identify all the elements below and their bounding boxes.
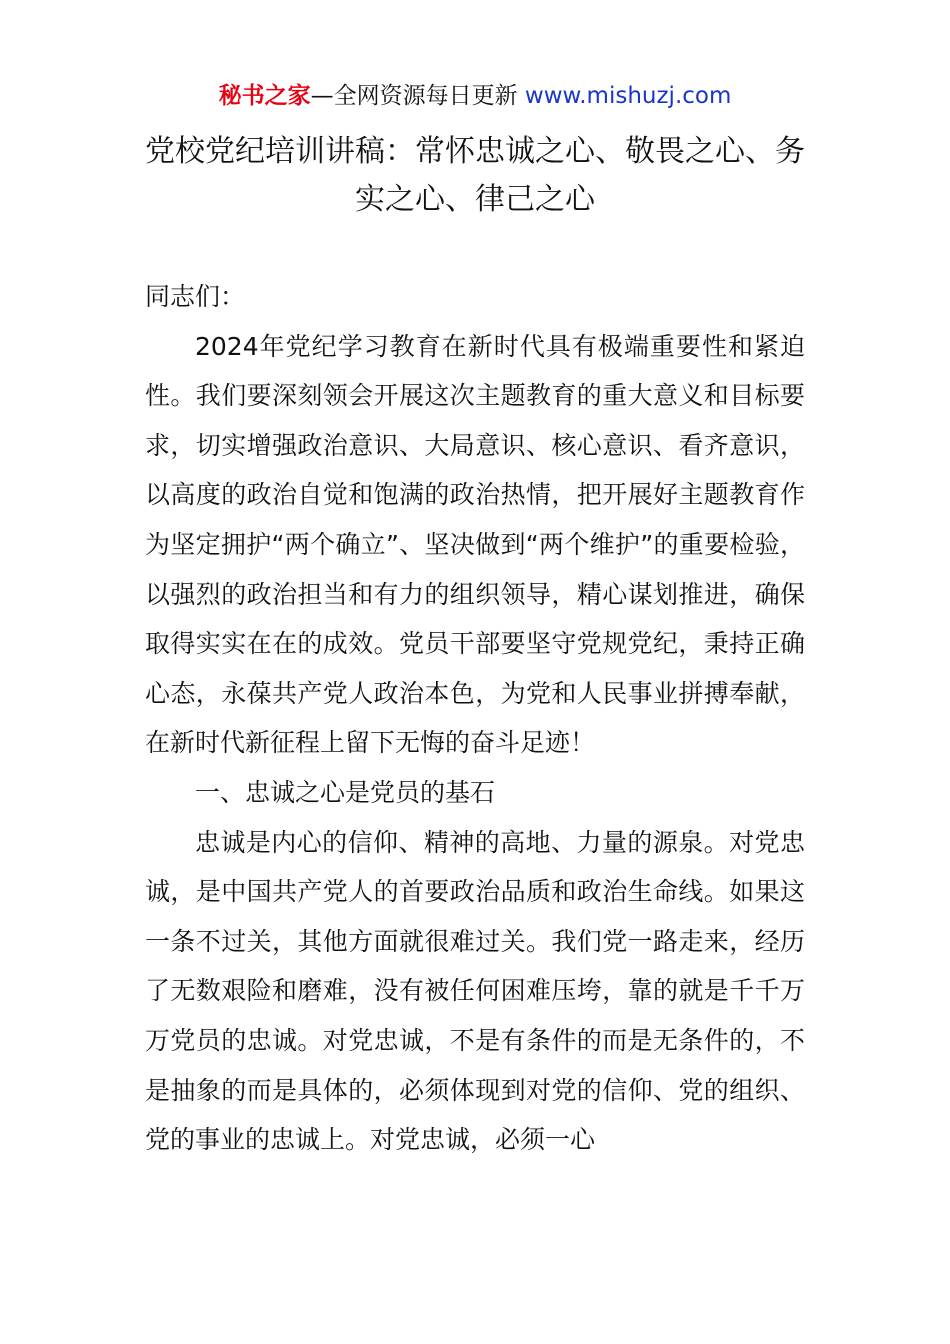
site-url-link[interactable]: www.mishuzj.com [524,83,732,109]
paragraph: 2024年党纪学习教育在新时代具有极端重要性和紧迫性。我们要深刻领会开展这次主题教育的重大意义和目标要求，切实增强政治意识、大局意识、核心意识、看齐意识，以高度的政治自觉和饱满的政治热情，把开展好主题教育作为坚定拥护“两个确立”、坚决做到“两个维护”的重要检验，以强烈的政治担当和有力的组织领导，精心谋划推进，确保取得实实在在的成效。党员干部要坚守党规党纪，秉持正确心态，永葆共产党人政治本色，为党和人民事业拼搏奉献，在新时代新征程上留下无悔的奋斗足迹！ [145,331,805,758]
section-heading: 一、忠诚之心是党员的基石 [195,777,496,807]
salutation: 同志们： [145,282,246,311]
banner-slogan: —全网资源每日更新 [310,83,518,109]
brand-name: 秘书之家 [218,83,311,109]
site-banner [0,80,950,112]
document-title: 党校党纪培训讲稿：常怀忠诚之心、敬畏之心、务实之心、律己之心 [145,134,805,217]
document-body [145,272,805,1165]
paragraph: 忠诚是内心的信仰、精神的高地、力量的源泉。对党忠诚，是中国共产党人的首要政治品质和政治生命线。如果这一条不过关，其他方面就很难过关。我们党一路走来，经历了无数艰险和磨难，没有被任何困难压垮，靠的就是千千万万党员的忠诚。对党忠诚，不是有条件的而是无条件的，不是抽象的而是具体的，必须体现到对党的信仰、党的组织、党的事业的忠诚上。对党忠诚，必须一心 [145,827,805,1155]
